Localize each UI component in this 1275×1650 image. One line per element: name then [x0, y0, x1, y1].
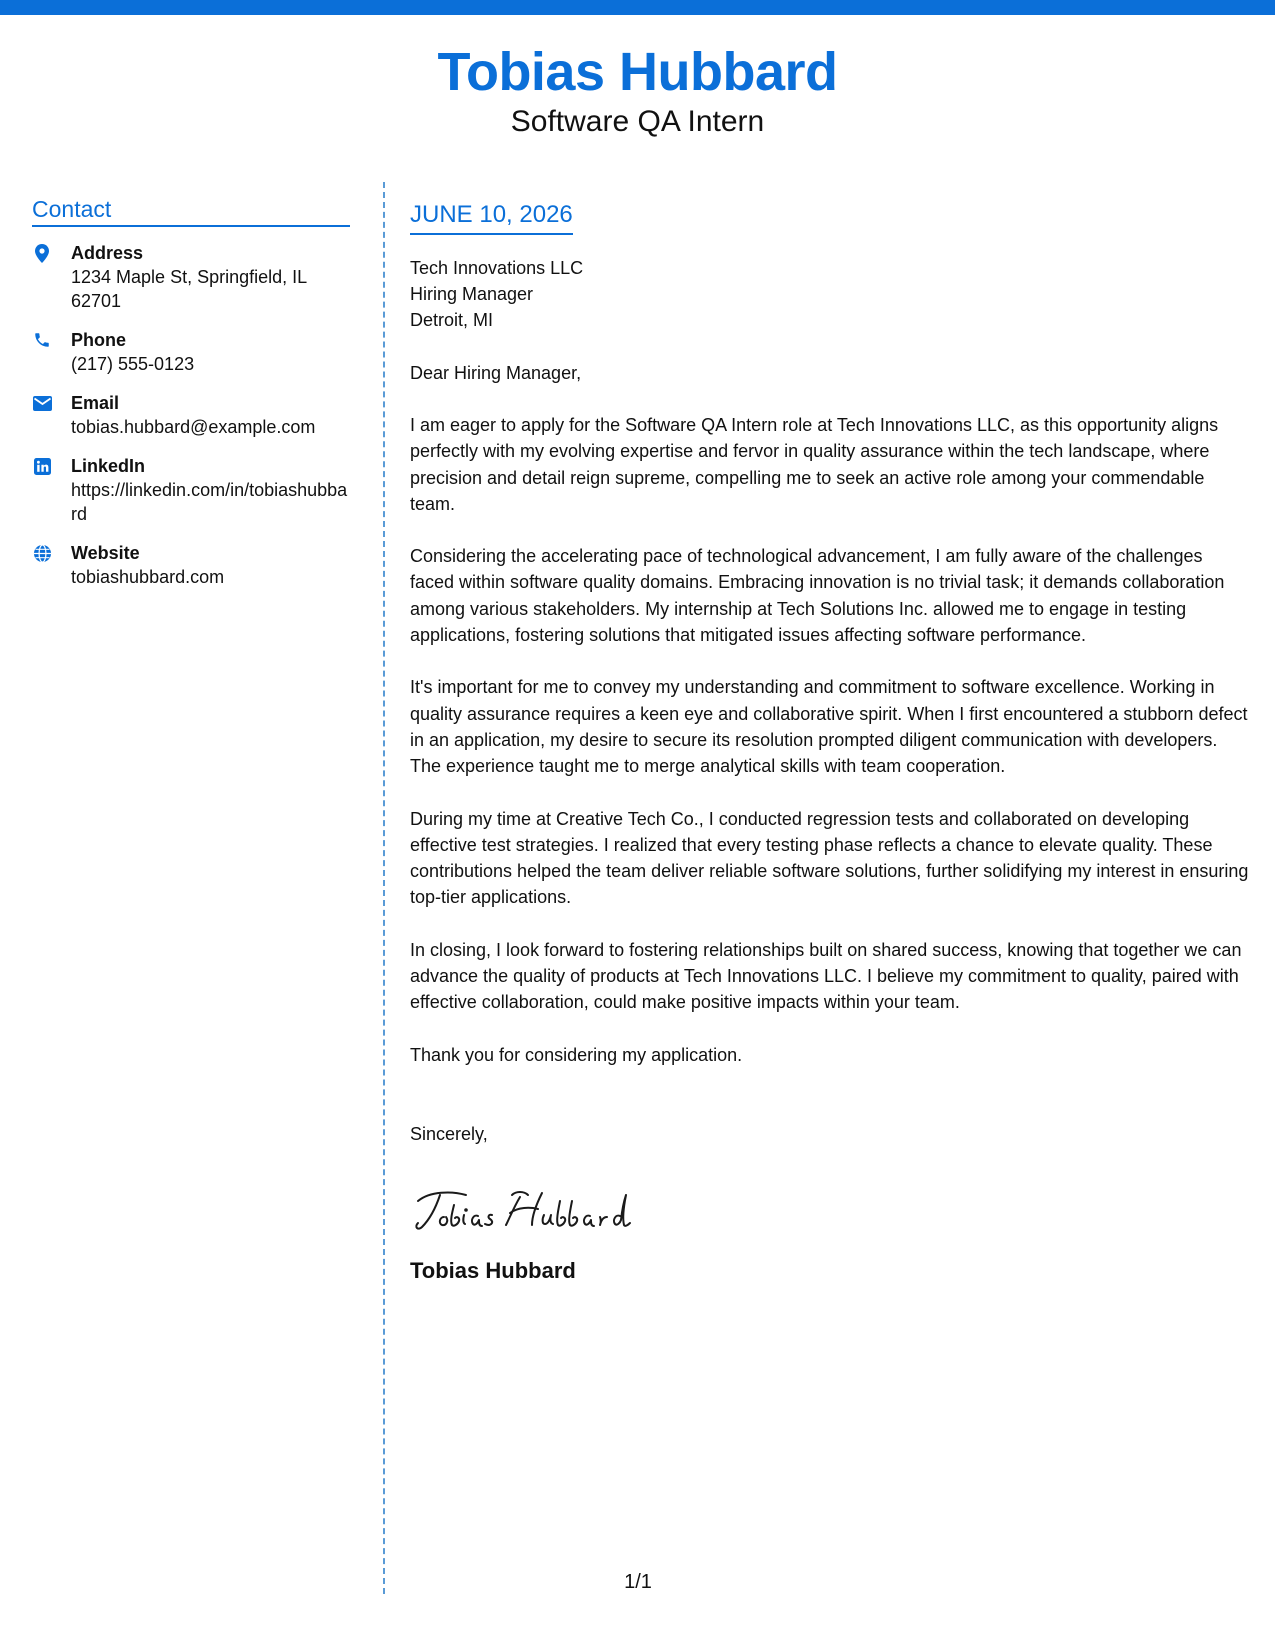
phone-icon [32, 330, 52, 350]
body-paragraph: In closing, I look forward to fostering relationships built on shared success, knowing that together we can advance the quality of products at Tech Innovations LLC. I believe my commitment to quality, paired with effective collaboration, could make positive impacts within your team. [410, 939, 1242, 1013]
closing: Sincerely, [410, 1123, 488, 1144]
column-divider [383, 182, 385, 1594]
body-paragraph: Thank you for considering my application. [410, 1044, 743, 1065]
letter-date: JUNE 10, 2026 [410, 201, 573, 228]
recipient-location: Detroit, MI [410, 310, 494, 330]
email-label: Email [71, 393, 120, 413]
linkedin-label: LinkedIn [71, 456, 146, 476]
contact-heading: Contact [32, 195, 350, 227]
top-accent-bar [0, 0, 1275, 15]
location-pin-icon [32, 243, 52, 263]
linkedin-icon [32, 456, 52, 476]
job-title: Software QA Intern [510, 105, 765, 138]
handwritten-signature [410, 1181, 1250, 1239]
page-number: 1/1 [624, 1571, 652, 1593]
email-value[interactable]: tobias.hubbard@example.com [71, 417, 316, 437]
contact-item-linkedin [32, 454, 350, 526]
contact-item-address [32, 241, 350, 313]
envelope-icon [32, 393, 52, 413]
contact-item-phone [32, 328, 350, 376]
phone-label: Phone [71, 330, 127, 350]
contact-sidebar [32, 195, 350, 604]
body-paragraph: Considering the accelerating pace of technological advancement, I am fully aware of the challenges faced within software quality domains. Embracing innovation is no trivial task; it demands collaboration among various stakeholders. My internship at Tech Solutions Inc. allowed me to engage in testing applications, fostering solutions that mitigated issues affecting software performance. [410, 546, 1225, 646]
date-block [410, 200, 573, 235]
header [0, 40, 1275, 140]
website-label: Website [71, 543, 140, 563]
letter-body [410, 200, 1250, 1285]
salutation: Dear Hiring Manager, [410, 363, 582, 383]
website-value[interactable]: tobiashubbard.com [71, 567, 225, 587]
body-paragraph: During my time at Creative Tech Co., I conducted regression tests and collaborated on developing effective test strategies. I realized that every testing phase reflects a chance to elevate quality. These contributions helped the team deliver reliable software solutions, further solidifying my interest in ensuring top-tier applications. [410, 808, 1249, 908]
address-label: Address [71, 243, 144, 263]
linkedin-value[interactable]: https://linkedin.com/in/tobiashubbard [71, 480, 348, 524]
recipient-role: Hiring Manager [410, 284, 534, 304]
address-value: 1234 Maple St, Springfield, IL 62701 [71, 267, 307, 311]
body-paragraph: I am eager to apply for the Software QA Intern role at Tech Innovations LLC, as this opportunity aligns perfectly with my evolving expertise and fervor in quality assurance within the tech landscape, where precision and detail reign supreme, compelling me to seek an active role among your commendable team. [410, 415, 1219, 514]
globe-icon [32, 543, 52, 563]
recipient-block [410, 255, 1250, 333]
body-paragraph: It's important for me to convey my understanding and commitment to software excellence. Working in quality assurance requires a keen eye and collaborative spirit. When I first encountered a stubborn defect in an application, my desire to secure its resolution prompted diligent communication with developers. The experience taught me to merge analytical skills with team cooperation. [410, 677, 1248, 777]
phone-value: (217) 555-0123 [71, 354, 195, 374]
recipient-company: Tech Innovations LLC [410, 258, 584, 278]
contact-list [32, 241, 350, 589]
applicant-name: Tobias Hubbard [437, 42, 838, 102]
signer-name: Tobias Hubbard [410, 1257, 576, 1283]
contact-item-website [32, 541, 350, 589]
contact-item-email [32, 391, 350, 439]
